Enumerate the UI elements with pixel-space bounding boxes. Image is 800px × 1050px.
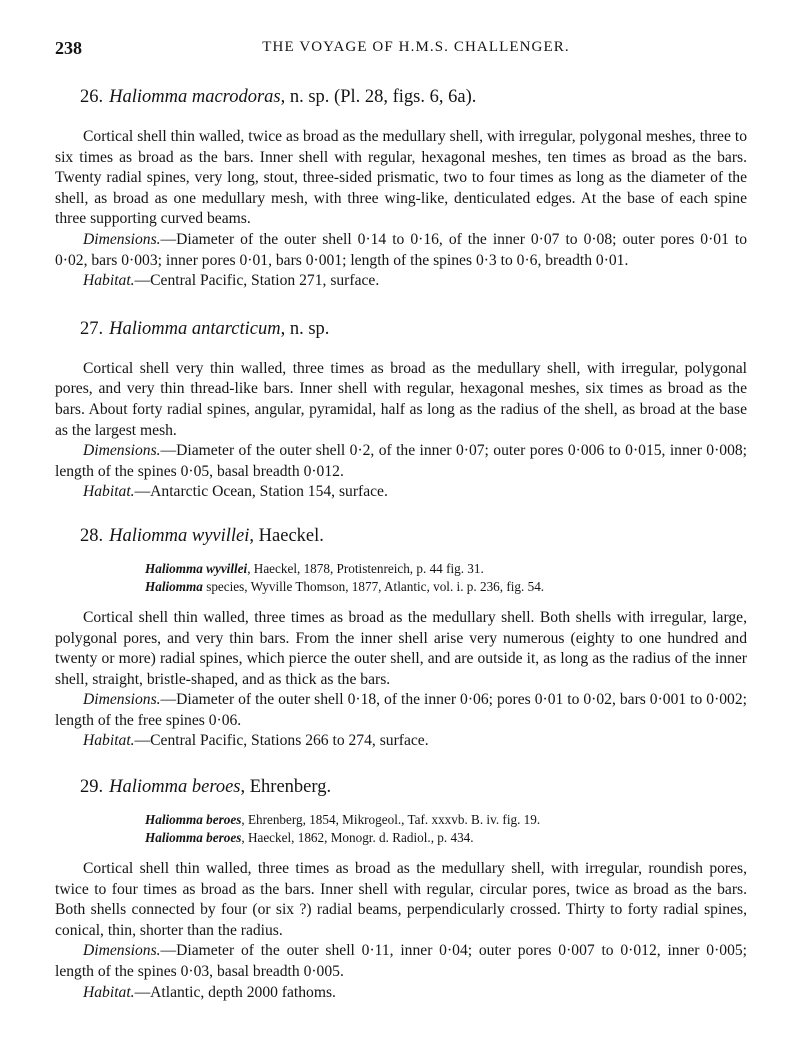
- habitat-label: Habitat.: [83, 272, 135, 290]
- species-suffix: , n. sp.: [280, 318, 330, 339]
- species-heading: [80, 86, 747, 108]
- species-name: Haliomma beroes: [109, 777, 241, 798]
- species-entry-26: [55, 86, 747, 292]
- dimensions-label: Dimensions.: [83, 691, 161, 709]
- dimensions-label: Dimensions.: [83, 442, 161, 460]
- species-suffix: , Haeckel.: [249, 525, 324, 546]
- dimensions-text: —Diameter of the outer shell 0·2, of the inner 0·07; outer pores 0·006 to 0·015, inner 0·008; length of the spines 0·05, basal breadth 0·012.: [55, 442, 747, 480]
- species-number: 27.: [80, 318, 104, 339]
- habitat-text: —Atlantic, depth 2000 fathoms.: [134, 983, 336, 1001]
- species-entry-27: [55, 318, 747, 503]
- dimensions-paragraph: [55, 441, 747, 482]
- synonymy-references: [145, 811, 747, 847]
- reference-text: , Haeckel, 1878, Protistenreich, p. 44 fig. 31.: [247, 560, 484, 576]
- habitat-paragraph: [55, 271, 747, 292]
- habitat-label: Habitat.: [83, 983, 135, 1001]
- reference-name: Haliomma: [145, 578, 203, 594]
- dimensions-paragraph: [55, 690, 747, 731]
- dimensions-paragraph: [55, 941, 747, 982]
- species-entry-28: [55, 525, 747, 752]
- document-page: [55, 38, 747, 1003]
- reference-text: , Ehrenberg, 1854, Mikrogeol., Taf. xxxvb. B. iv. fig. 19.: [241, 812, 541, 828]
- reference-name: Haliomma wyvillei: [145, 560, 248, 576]
- reference-name: Haliomma beroes: [145, 830, 242, 846]
- dimensions-text: —Diameter of the outer shell 0·18, of the inner 0·06; pores 0·01 to 0·02, bars 0·001 to 0·002; length of the free spines 0·06.: [55, 691, 747, 729]
- synonymy-references: [145, 560, 747, 596]
- species-description: Cortical shell thin walled, twice as broad as the medullary shell, with irregular, polygonal meshes, three to six times as broad as the bars. Inner shell with regular, hexagonal meshes, ten times as broad as the bars. Twenty radial spines, very long, stout, three-sided prismatic, two to four times as long as the diameter of the shell, as broad as one medullary mesh, with three wing-like, denticulated edges. At the base of each spine three supporting curved beams.: [55, 128, 747, 228]
- species-suffix: , n. sp. (Pl. 28, figs. 6, 6a).: [280, 87, 477, 107]
- habitat-text: —Central Pacific, Stations 266 to 274, surface.: [134, 732, 429, 750]
- species-heading: [80, 525, 747, 547]
- habitat-paragraph: [55, 731, 747, 752]
- reference-text: , Haeckel, 1862, Monogr. d. Radiol., p. 434.: [241, 830, 474, 846]
- running-title: THE VOYAGE OF H.M.S. CHALLENGER.: [262, 39, 570, 55]
- habitat-paragraph: [55, 983, 747, 1004]
- page-number: 238: [55, 38, 82, 58]
- dimensions-text: —Diameter of the outer shell 0·11, inner 0·04; outer pores 0·007 to 0·012, inner 0·005; length of the spines 0·03, basal breadth 0·005.: [55, 942, 747, 981]
- species-name: Haliomma macrodoras: [109, 87, 281, 107]
- species-description: Cortical shell thin walled, three times as broad as the medullary shell, with irregular, roundish pores, twice to four times as broad as the bars. Inner shell with regular, circular pores, twice as broad as the bars. Both shells connected by four (or six ?) radial beams, perpendicularly crossed. Thirty to forty radial spines, conical, thin, shorter than the radius.: [55, 860, 747, 939]
- species-suffix: , Ehrenberg.: [240, 777, 332, 798]
- reference-line: [145, 811, 747, 829]
- dimensions-label: Dimensions.: [83, 230, 161, 248]
- reference-text: species, Wyville Thomson, 1877, Atlantic, vol. i. p. 236, fig. 54.: [202, 578, 545, 594]
- species-number: 28.: [80, 525, 104, 546]
- species-number: 26.: [80, 87, 104, 107]
- species-heading: [80, 776, 747, 798]
- page-header: [55, 38, 747, 62]
- species-description: Cortical shell thin walled, three times as broad as the medullary shell. Both shells with irregular, large, polygonal pores, and very thin bars. From the inner shell arise very numerous (eighty to one hundred and twenty or more) radial spines, which pierce the outer shell, and are outside it, as long as the radius of the inner shell, straight, bristle-shaped, and as thick as the bars.: [55, 608, 747, 688]
- dimensions-text: —Diameter of the outer shell 0·14 to 0·16, of the inner 0·07 to 0·08; outer pores 0·01 to 0·02, bars 0·003; inner pores 0·01, bars 0·001; length of the spines 0·3 to 0·6, breadth 0·01.: [55, 230, 747, 269]
- habitat-paragraph: [55, 482, 747, 503]
- reference-line: [145, 829, 747, 847]
- reference-line: [145, 560, 747, 578]
- species-description: Cortical shell very thin walled, three times as broad as the medullary shell, with irregular, polygonal pores, and very thin thread-like bars. Inner shell with regular, hexagonal meshes, six times as broad as the bars. About forty radial spines, angular, pyramidal, half as long as the radius of the shell, as broad at the base as the largest mesh.: [55, 359, 747, 439]
- species-number: 29.: [80, 777, 104, 798]
- habitat-label: Habitat.: [83, 483, 135, 501]
- habitat-text: —Central Pacific, Station 271, surface.: [134, 272, 380, 290]
- reference-line: [145, 578, 747, 596]
- habitat-text: —Antarctic Ocean, Station 154, surface.: [134, 483, 388, 501]
- habitat-label: Habitat.: [83, 732, 135, 750]
- dimensions-label: Dimensions.: [83, 942, 161, 960]
- species-name: Haliomma antarcticum: [109, 318, 281, 339]
- dimensions-paragraph: [55, 230, 747, 271]
- species-entry-29: [55, 776, 747, 1003]
- species-name: Haliomma wyvillei: [109, 525, 250, 546]
- reference-name: Haliomma beroes: [145, 812, 242, 828]
- species-heading: [80, 318, 747, 340]
